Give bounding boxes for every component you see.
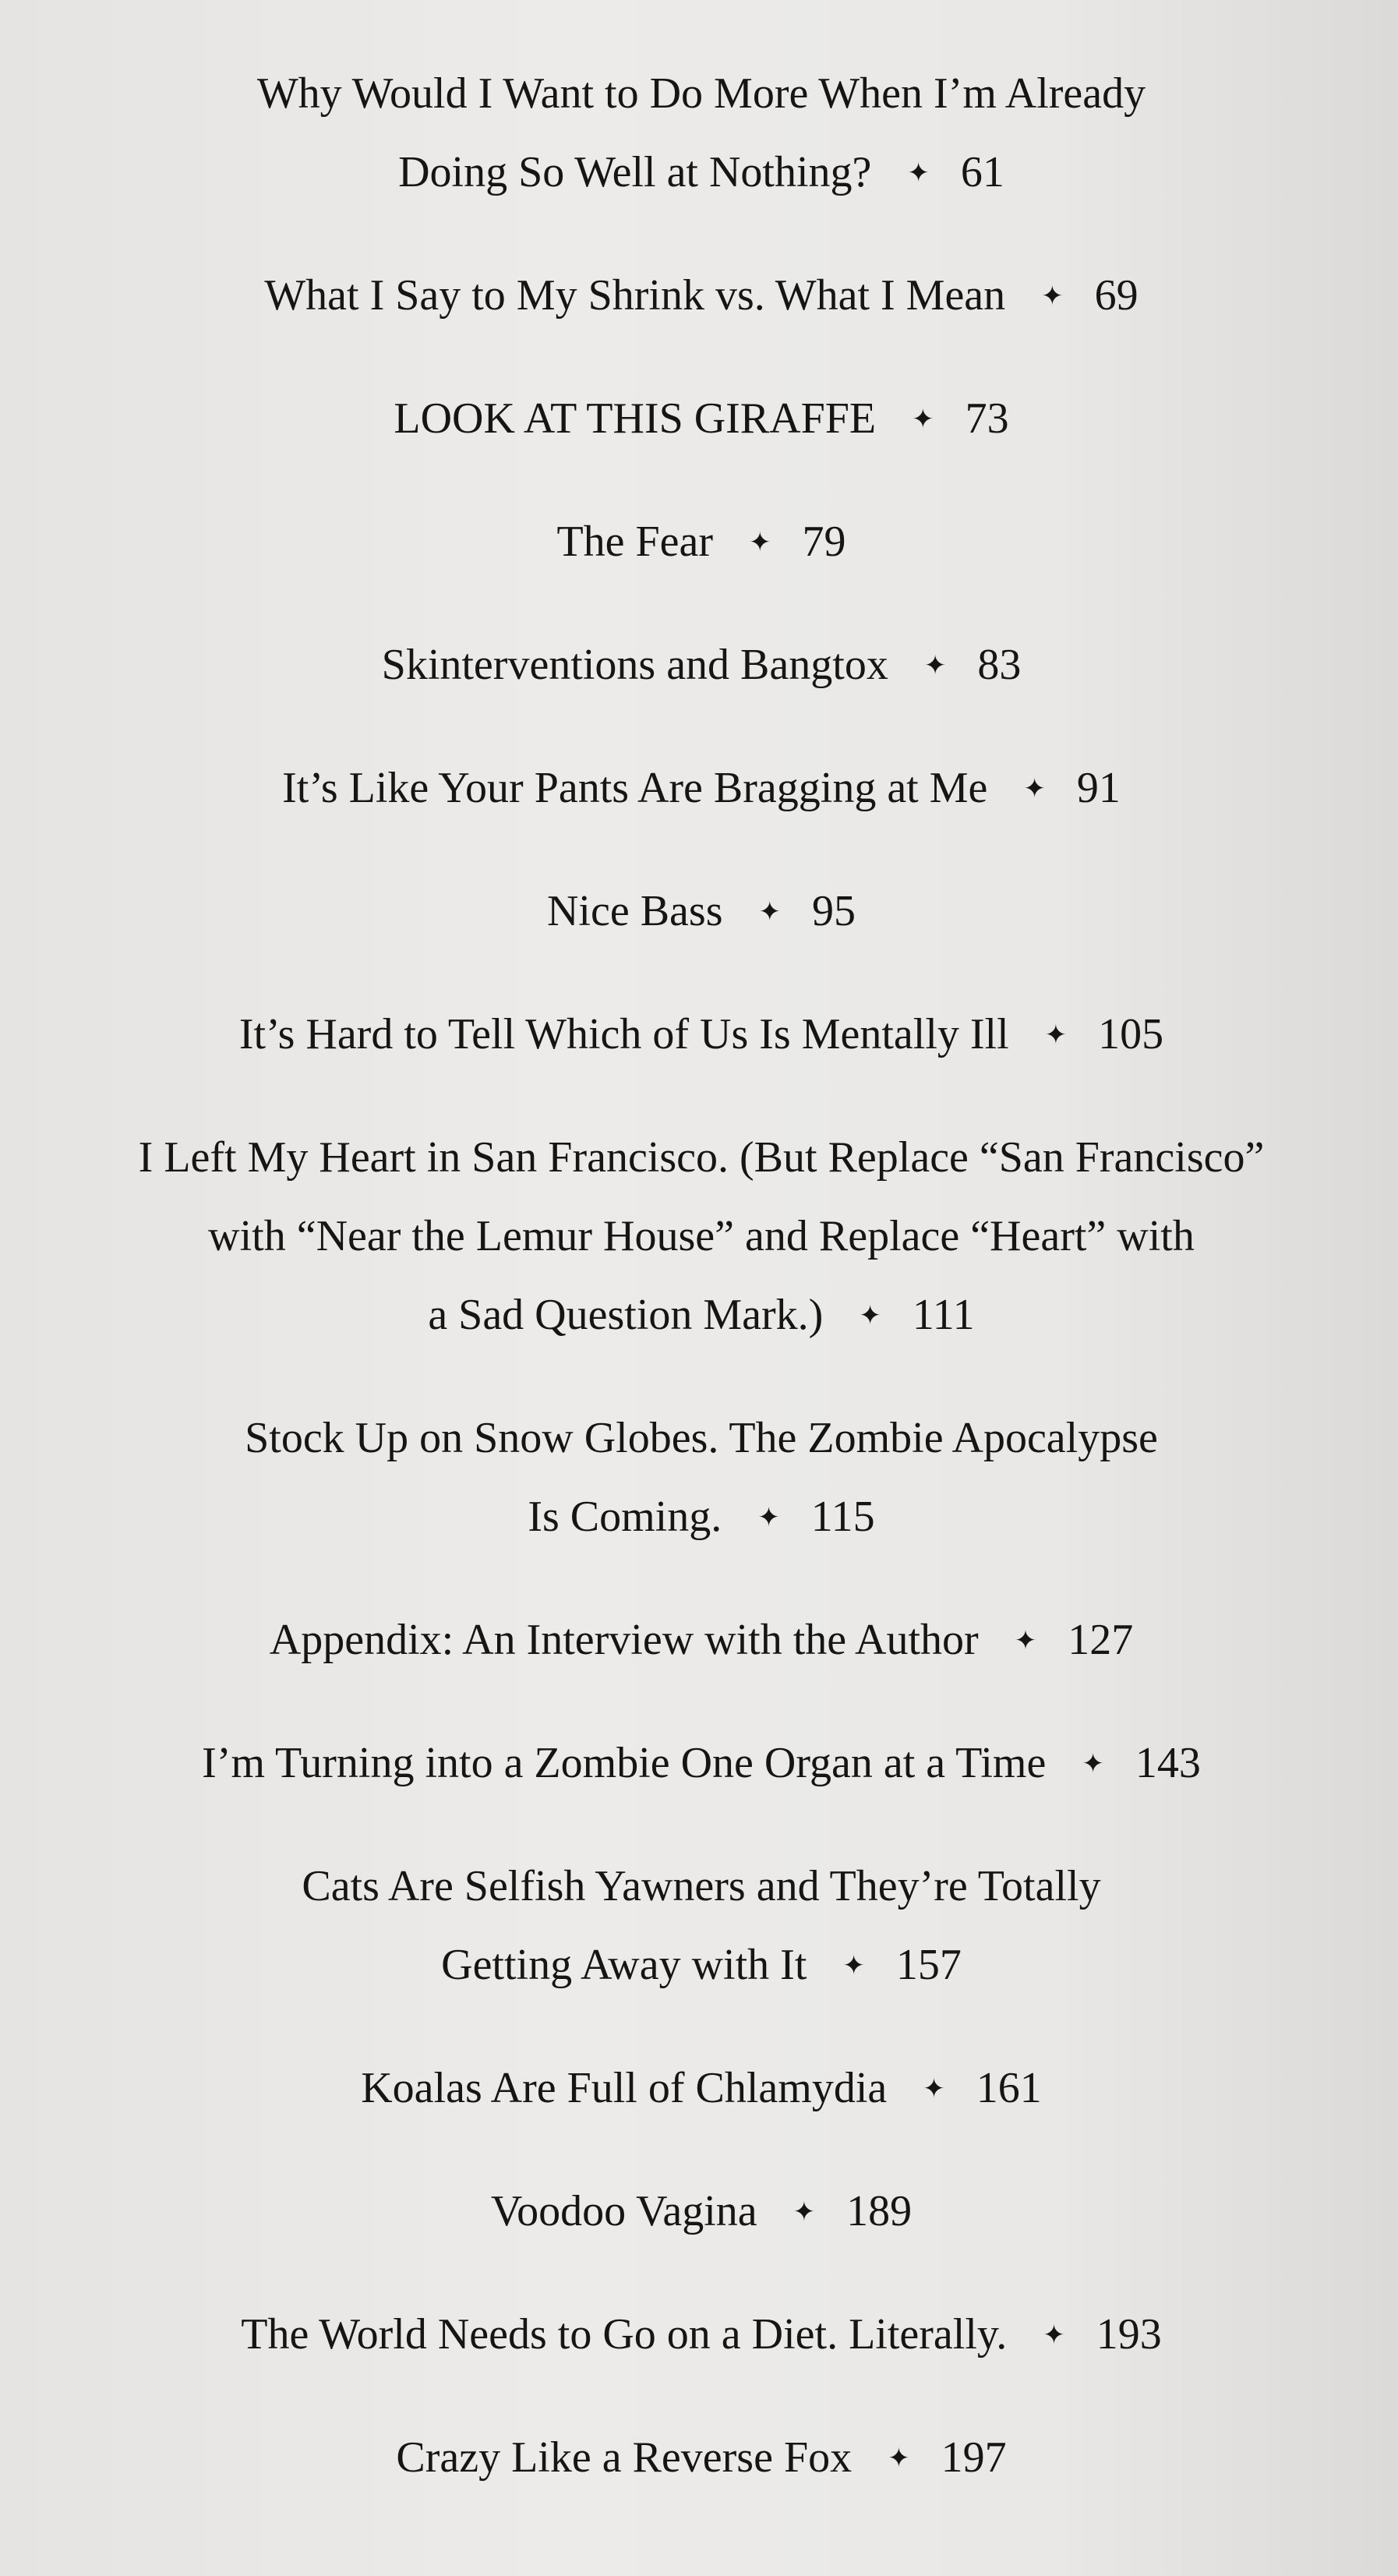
entry-title-line-last [47,626,1356,705]
star-separator-icon: ✦ [1041,282,1064,311]
entry-title-text: Doing So Well at Nothing? [398,148,872,196]
page-number: 79 [802,518,846,566]
entry-title-line-last [47,1276,1356,1355]
page-number: 73 [965,394,1009,443]
entry-title-line-last [47,995,1356,1075]
toc-entry [47,2172,1356,2252]
star-separator-icon: ✦ [907,159,930,188]
entry-title-line-last [47,1724,1356,1804]
entry-title-text: It’s Hard to Tell Which of Us Is Mentally Ill [238,1010,1009,1058]
toc-entry [47,503,1356,582]
entry-title-line: Stock Up on Snow Globes. The Zombie Apocalypse [245,1414,1158,1462]
toc-entry [47,995,1356,1075]
toc-entry [47,1118,1356,1355]
entry-title-line-last [47,256,1356,336]
page-number: 143 [1135,1739,1201,1787]
table-of-contents [47,55,1356,2498]
entry-title-line-last [47,2049,1356,2129]
star-separator-icon: ✦ [923,652,947,680]
entry-title-text: a Sad Question Mark.) [428,1291,824,1339]
toc-entry [47,55,1356,213]
toc-entry [47,2419,1356,2498]
star-separator-icon: ✦ [1023,775,1046,804]
page-number: 193 [1096,2310,1162,2359]
star-separator-icon: ✦ [758,898,781,927]
entry-title-text: LOOK AT THIS GIRAFFE [394,394,877,443]
entry-title-text: Crazy Like a Reverse Fox [396,2433,853,2482]
star-separator-icon: ✦ [1082,1750,1104,1779]
page-number: 161 [976,2064,1042,2112]
entry-title-line-last [47,2172,1356,2252]
star-separator-icon: ✦ [912,405,934,434]
entry-title-text: Koalas Are Full of Chlamydia [361,2064,888,2112]
entry-title-text: Voodoo Vagina [490,2187,757,2235]
star-separator-icon: ✦ [888,2444,910,2473]
toc-entry [47,1601,1356,1680]
entry-title-text: Nice Bass [546,887,723,935]
toc-entry [47,1847,1356,2005]
entry-title-text: The Fear [556,518,714,566]
star-separator-icon: ✦ [1043,2321,1065,2350]
star-separator-icon: ✦ [859,1302,881,1330]
entry-title-line-last [47,872,1356,952]
entry-title-line: I Left My Heart in San Francisco. (But Replace “San Francisco” [138,1133,1265,1182]
page-number: 197 [941,2433,1007,2482]
entry-title-line-last [47,1926,1356,2005]
star-separator-icon: ✦ [757,1504,780,1532]
page-number: 61 [960,148,1004,196]
entry-title-text: The World Needs to Go on a Diet. Literally. [241,2310,1008,2359]
entry-title-text: What I Say to My Shrink vs. What I Mean [264,271,1006,320]
entry-title-text: Skinterventions and Bangtox [381,641,888,689]
entry-title-line-last [47,503,1356,582]
entry-title-text: Is Coming. [528,1493,722,1541]
star-separator-icon: ✦ [749,528,771,557]
entry-title-line-last [47,749,1356,829]
toc-entry [47,749,1356,829]
entry-title-line: with “Near the Lemur House” and Replace “Heart” with [208,1212,1195,1260]
page-number: 127 [1068,1616,1134,1664]
entry-title-line-last [47,1601,1356,1680]
entry-title-line-last [47,2295,1356,2375]
toc-entry [47,256,1356,336]
entry-title-text: Appendix: An Interview with the Author [269,1616,979,1664]
star-separator-icon: ✦ [923,2075,945,2104]
toc-entry [47,872,1356,952]
star-separator-icon: ✦ [1014,1627,1037,1655]
toc-entry [47,380,1356,459]
page-number: 69 [1094,271,1139,320]
entry-title-text: Getting Away with It [441,1941,807,1989]
page-number: 105 [1098,1010,1164,1058]
page-number: 111 [912,1291,975,1339]
entry-title-text: It’s Like Your Pants Are Bragging at Me [282,764,988,812]
entry-title-line-last [47,380,1356,459]
entry-title-line-last [47,2419,1356,2498]
toc-entry [47,1399,1356,1557]
page-number: 95 [812,887,856,935]
entry-title-text: I’m Turning into a Zombie One Organ at a Time [202,1739,1047,1787]
toc-entry [47,626,1356,705]
entry-title-line-last [47,1478,1356,1557]
toc-entry [47,2049,1356,2129]
entry-title-line: Cats Are Selfish Yawners and They’re Totally [302,1862,1101,1910]
page-number: 189 [846,2187,913,2235]
toc-entry [47,1724,1356,1804]
entry-title-line: Why Would I Want to Do More When I’m Already [256,69,1146,118]
toc-entry [47,2295,1356,2375]
page-number: 115 [810,1493,875,1541]
star-separator-icon: ✦ [793,2198,816,2227]
page-number: 91 [1076,764,1121,812]
page-number: 83 [977,641,1022,689]
entry-title-line-last [47,133,1356,213]
page-number: 157 [895,1941,962,1989]
star-separator-icon: ✦ [842,1952,865,1981]
star-separator-icon: ✦ [1044,1021,1068,1050]
